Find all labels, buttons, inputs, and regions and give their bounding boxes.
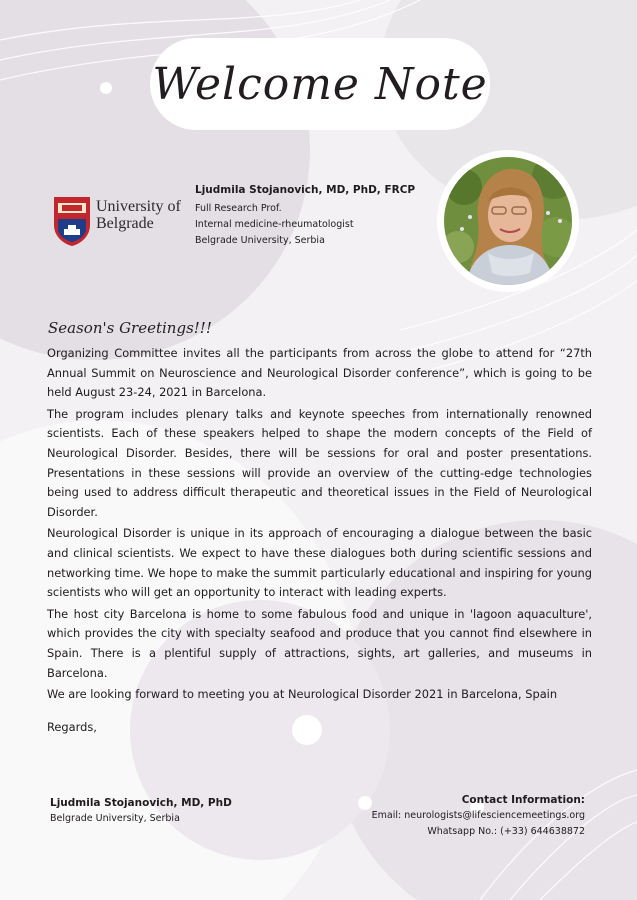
speaker-photo xyxy=(444,157,572,285)
contact-whatsapp[interactable]: Whatsapp No.: (+33) 644638872 xyxy=(427,826,585,837)
page-title: Welcome Note xyxy=(152,58,488,110)
speaker-info xyxy=(195,182,415,249)
contact-email[interactable]: Email: neurologists@lifesciencemeetings.org xyxy=(371,810,585,821)
speaker-role: Full Research Prof. xyxy=(195,203,282,214)
signature-name: Ljudmila Stojanovich, MD, PhD xyxy=(50,797,232,809)
university-name-line1: University of xyxy=(96,198,181,215)
signature-affiliation: Belgrade University, Serbia xyxy=(50,813,180,824)
speaker-affiliation: Belgrade University, Serbia xyxy=(195,235,325,246)
paragraph: The host city Barcelona is home to some fabulous food and unique in 'lagoon aquaculture', which provides the city with specialty seafood and produce that you cannot find elsewhere in Spain. There is a plentiful supply of attractions, sights, art galleries, and museums in Barcelona. xyxy=(47,606,592,680)
contact-block xyxy=(372,792,585,840)
contact-heading: Contact Information: xyxy=(461,794,585,806)
speaker-name: Ljudmila Stojanovich, MD, PhD, FRCP xyxy=(195,184,416,196)
university-crest-logo xyxy=(52,195,92,247)
paragraph: The program includes plenary talks and keynote speeches from internationally renowned scientists. Each of these speakers helped to shape the modern concepts of the Field of Neurological Disorder. Besides, there will be sessions for oral and poster presentations. Presentations in these sessions will provide an overview of the cutting-edge technologies being used to address difficult therapeutic and theoretical issues in the Field of Neurological Disorder. xyxy=(47,406,592,519)
greeting: Season's Greetings!!! xyxy=(48,319,212,337)
signature-block xyxy=(50,795,232,827)
letter-body xyxy=(47,344,592,707)
regards: Regards, xyxy=(47,720,97,734)
university-name xyxy=(96,198,181,232)
paragraph: We are looking forward to meeting you at Neurological Disorder 2021 in Barcelona, Spain xyxy=(47,687,558,702)
paragraph: Organizing Committee invites all the participants from across the globe to attend for “27th Annual Summit on Neuroscience and Neurological Disorder conference”, which is going to be held August 23-24, 2021 in Barcelona. xyxy=(47,346,592,400)
speaker-specialty: Internal medicine-rheumatologist xyxy=(195,219,354,230)
paragraph: Neurological Disorder is unique in its approach of encouraging a dialogue between the basic and clinical scientists. We expect to have these dialogues both during scientific sessions and networking time. We hope to make the summit particularly educational and inspiring for young scientists who will get an opportunity to interact with leading experts. xyxy=(47,526,592,600)
university-name-line2: Belgrade xyxy=(96,215,154,232)
